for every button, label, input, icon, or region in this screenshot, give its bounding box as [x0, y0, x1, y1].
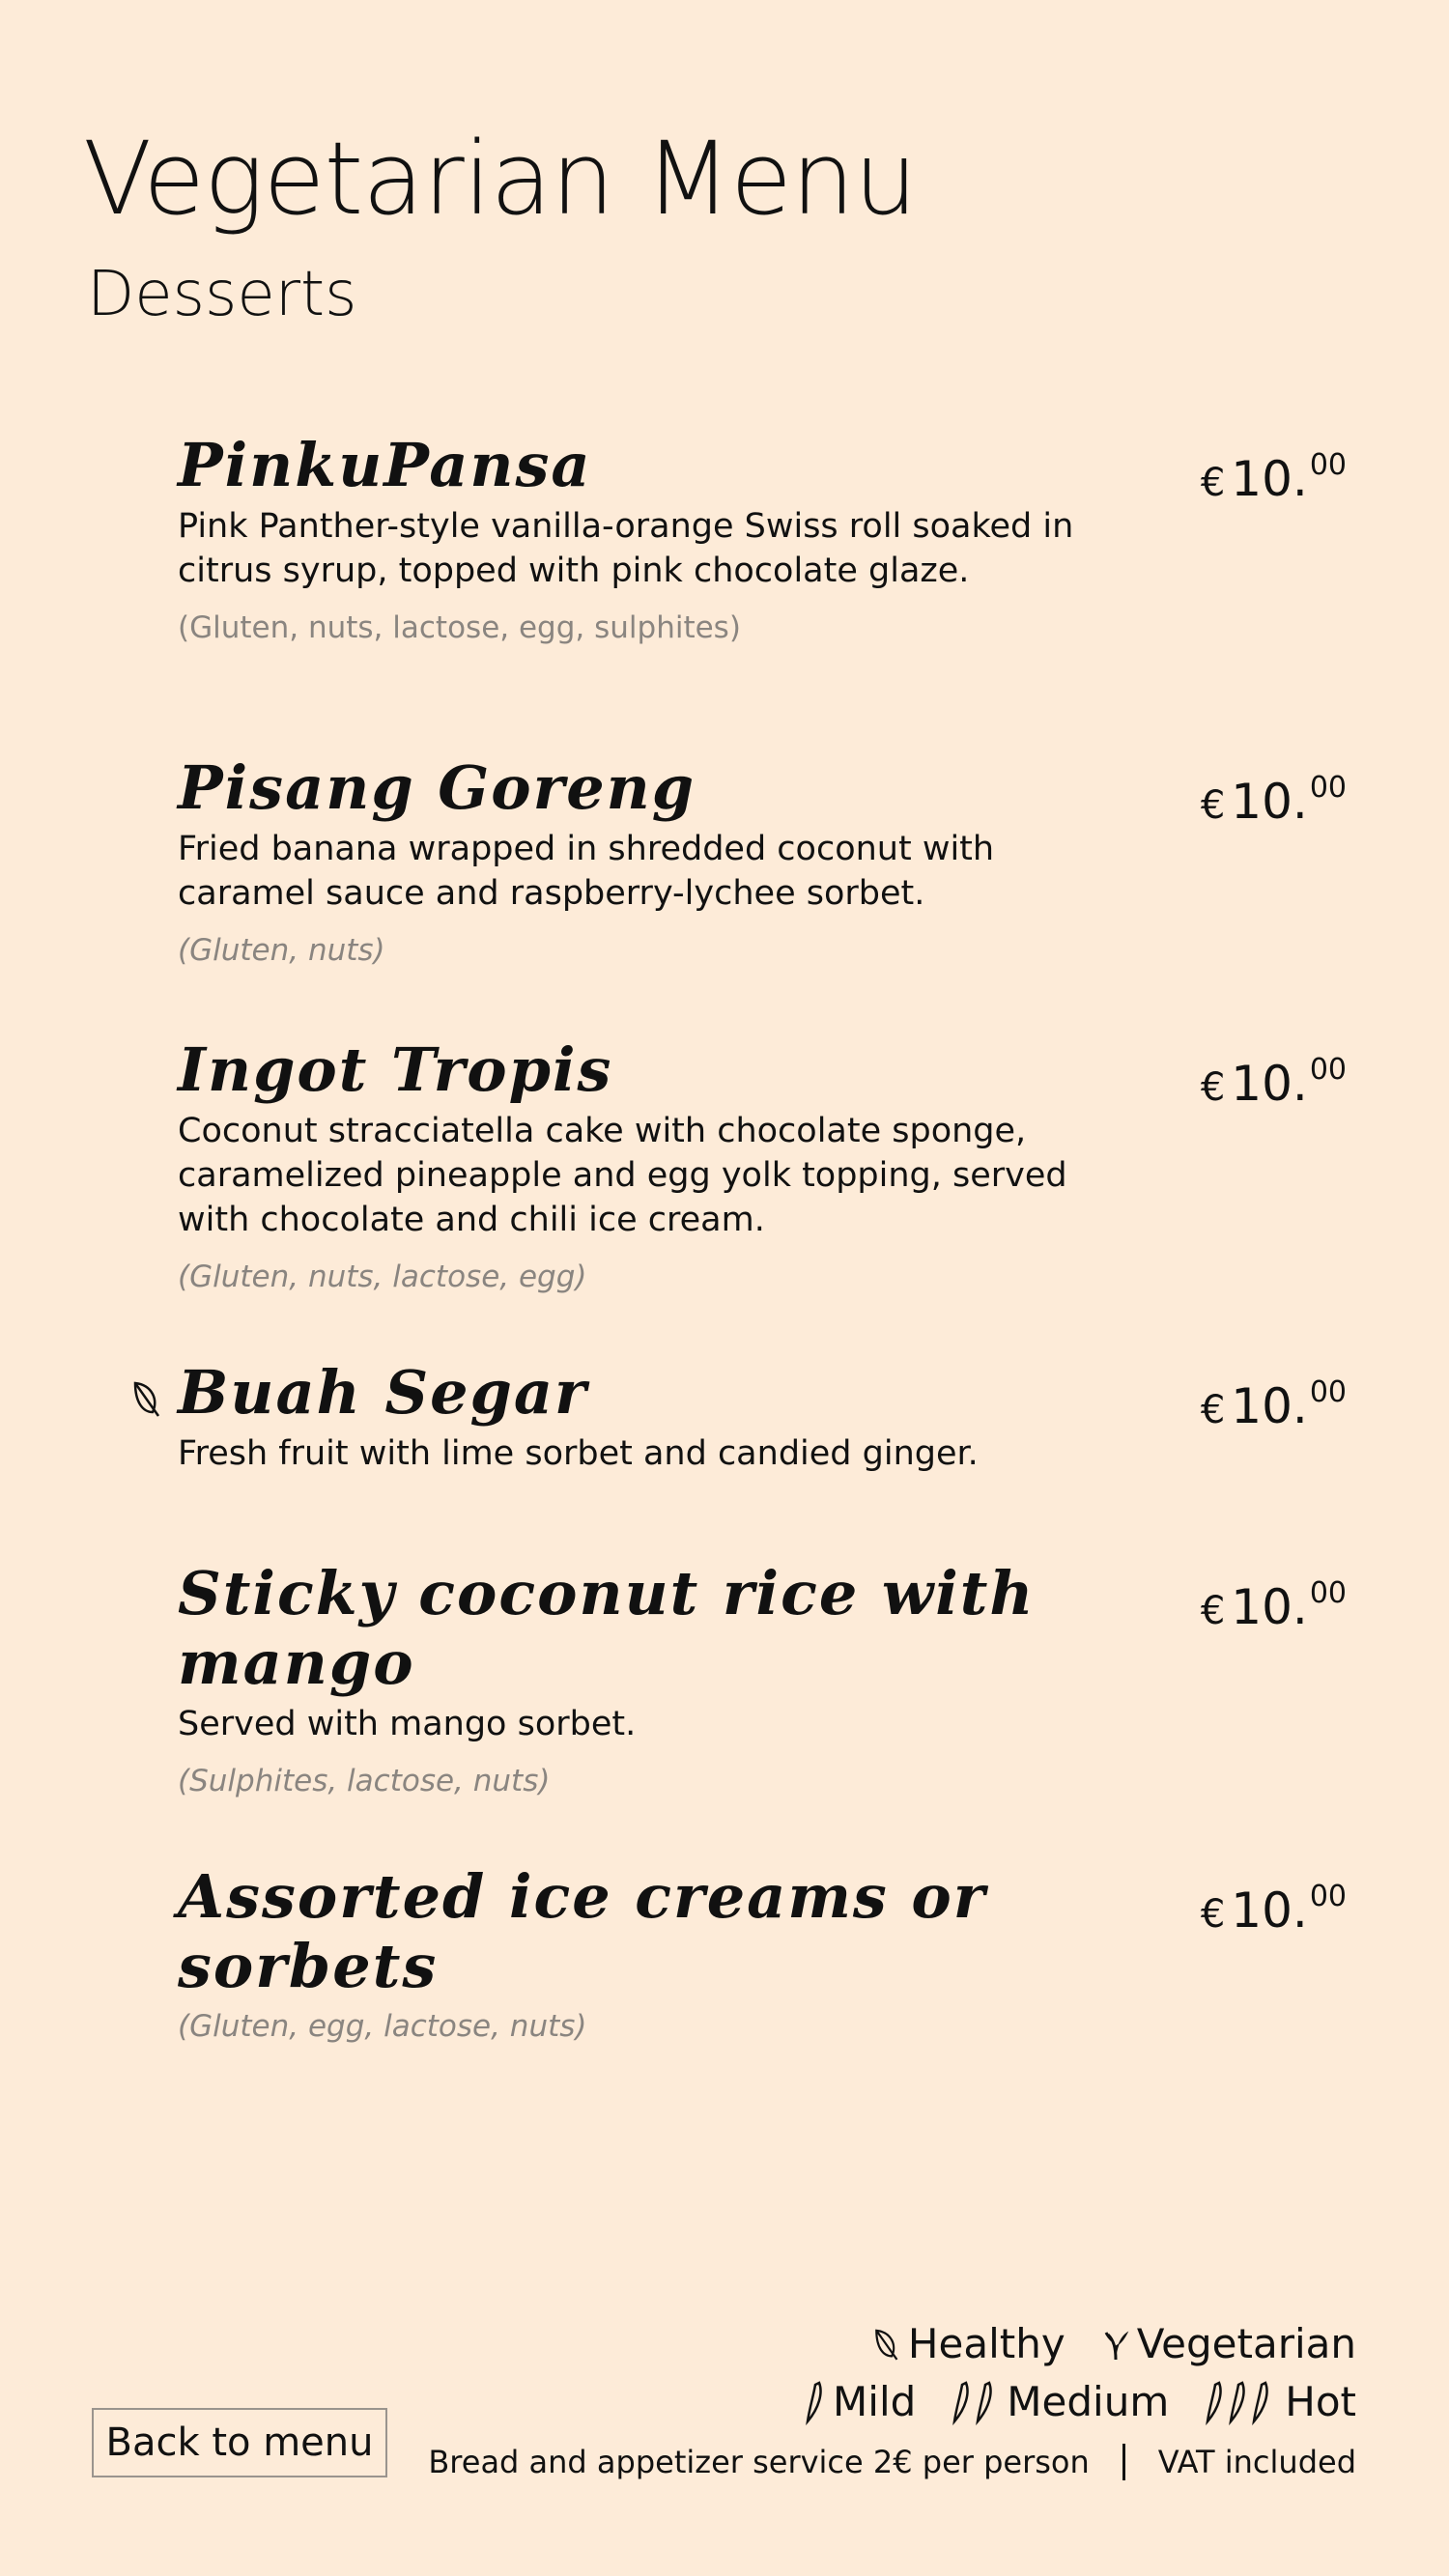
- legend-medium: [951, 2378, 1169, 2425]
- item-name: Assorted ice creams or sorbets: [178, 1861, 987, 2001]
- legend-healthy-label: Healthy: [907, 2320, 1065, 2367]
- page-subtitle: Desserts: [87, 259, 357, 330]
- price-cents: 00: [1309, 1053, 1347, 1087]
- price-cents: 00: [1309, 1880, 1347, 1913]
- triple-chili-icon: [1204, 2379, 1277, 2425]
- menu-item: [178, 1559, 1356, 1800]
- price-currency: €: [1200, 1388, 1226, 1432]
- item-description: Served with mango sorbet.: [178, 1705, 637, 1743]
- item-name: Sticky coconut rice with mango: [178, 1558, 1036, 1698]
- item-allergens: (Gluten, egg, lactose, nuts): [178, 2009, 587, 2044]
- page-title: Vegetarian Menu: [83, 120, 917, 238]
- price-currency: €: [1200, 783, 1226, 828]
- item-price: [1201, 753, 1347, 840]
- price-main: 10.: [1231, 1579, 1308, 1635]
- vat-note: VAT included: [1157, 2444, 1356, 2480]
- item-description: Fried banana wrapped in shredded coconut with caramel sauce and raspberry-lychee sorbet.: [178, 830, 995, 913]
- legend-vegetarian: [1100, 2320, 1356, 2367]
- price-currency: €: [1200, 1892, 1226, 1937]
- menu-item: [178, 1358, 1356, 1476]
- leaf-icon: [871, 2327, 900, 2362]
- legend-spice: [769, 2378, 1356, 2425]
- item-price: [1201, 1862, 1347, 1949]
- bread-service-note: Bread and appetizer service 2€ per person: [428, 2444, 1090, 2480]
- item-allergens: (Sulphites, lactose, nuts): [178, 1764, 551, 1798]
- item-price: [1201, 1559, 1347, 1646]
- legend-diet: [837, 2320, 1356, 2367]
- item-description: Coconut stracciatella cake with chocolate sponge, caramelized pineapple and egg yolk topping, served with chocolate and chili ice cream.: [178, 1112, 1067, 1239]
- item-name: PinkuPansa: [178, 430, 592, 500]
- price-cents: 00: [1309, 1375, 1347, 1409]
- price-cents: 00: [1309, 771, 1347, 805]
- price-main: 10.: [1231, 451, 1308, 507]
- price-currency: €: [1200, 1589, 1226, 1633]
- price-main: 10.: [1231, 1056, 1308, 1112]
- item-price: [1201, 431, 1347, 518]
- item-allergens: (Gluten, nuts): [178, 933, 385, 968]
- item-allergens: (Gluten, nuts, lactose, egg): [178, 1260, 587, 1294]
- item-allergens: (Gluten, nuts, lactose, egg, sulphites): [178, 610, 741, 645]
- item-price: [1201, 1035, 1347, 1122]
- item-description: Fresh fruit with lime sorbet and candied ginger.: [178, 1434, 979, 1473]
- legend-medium-label: Medium: [1007, 2378, 1170, 2425]
- item-description: Pink Panther-style vanilla-orange Swiss roll soaked in citrus syrup, topped with pink chocolate glaze.: [178, 507, 1074, 590]
- sprout-icon: [1100, 2327, 1129, 2362]
- leaf-icon: [129, 1379, 162, 1418]
- menu-item: [178, 431, 1356, 647]
- price-currency: €: [1200, 1065, 1226, 1110]
- divider: [1122, 2444, 1125, 2480]
- price-main: 10.: [1231, 1378, 1308, 1434]
- legend-hot: [1204, 2378, 1356, 2425]
- menu-item: [178, 1035, 1356, 1296]
- chili-icon: [804, 2379, 825, 2425]
- price-cents: 00: [1309, 1576, 1347, 1610]
- legend-hot-label: Hot: [1285, 2378, 1356, 2425]
- price-cents: 00: [1309, 448, 1347, 482]
- item-name: Buah Segar: [178, 1357, 588, 1428]
- footer-note: [428, 2444, 1356, 2480]
- back-to-menu-button[interactable]: Back to menu: [92, 2408, 387, 2477]
- price-main: 10.: [1231, 774, 1308, 830]
- legend-mild-label: Mild: [833, 2378, 917, 2425]
- price-currency: €: [1200, 461, 1226, 505]
- legend-mild: [804, 2378, 916, 2425]
- legend-vegetarian-label: Vegetarian: [1136, 2320, 1356, 2367]
- price-main: 10.: [1231, 1882, 1308, 1939]
- double-chili-icon: [951, 2379, 999, 2425]
- menu-item: [178, 1862, 1356, 2046]
- legend-healthy: [871, 2320, 1065, 2367]
- item-name: Ingot Tropis: [178, 1034, 613, 1105]
- item-price: [1201, 1358, 1347, 1445]
- menu-item: [178, 753, 1356, 970]
- item-name: Pisang Goreng: [178, 752, 696, 823]
